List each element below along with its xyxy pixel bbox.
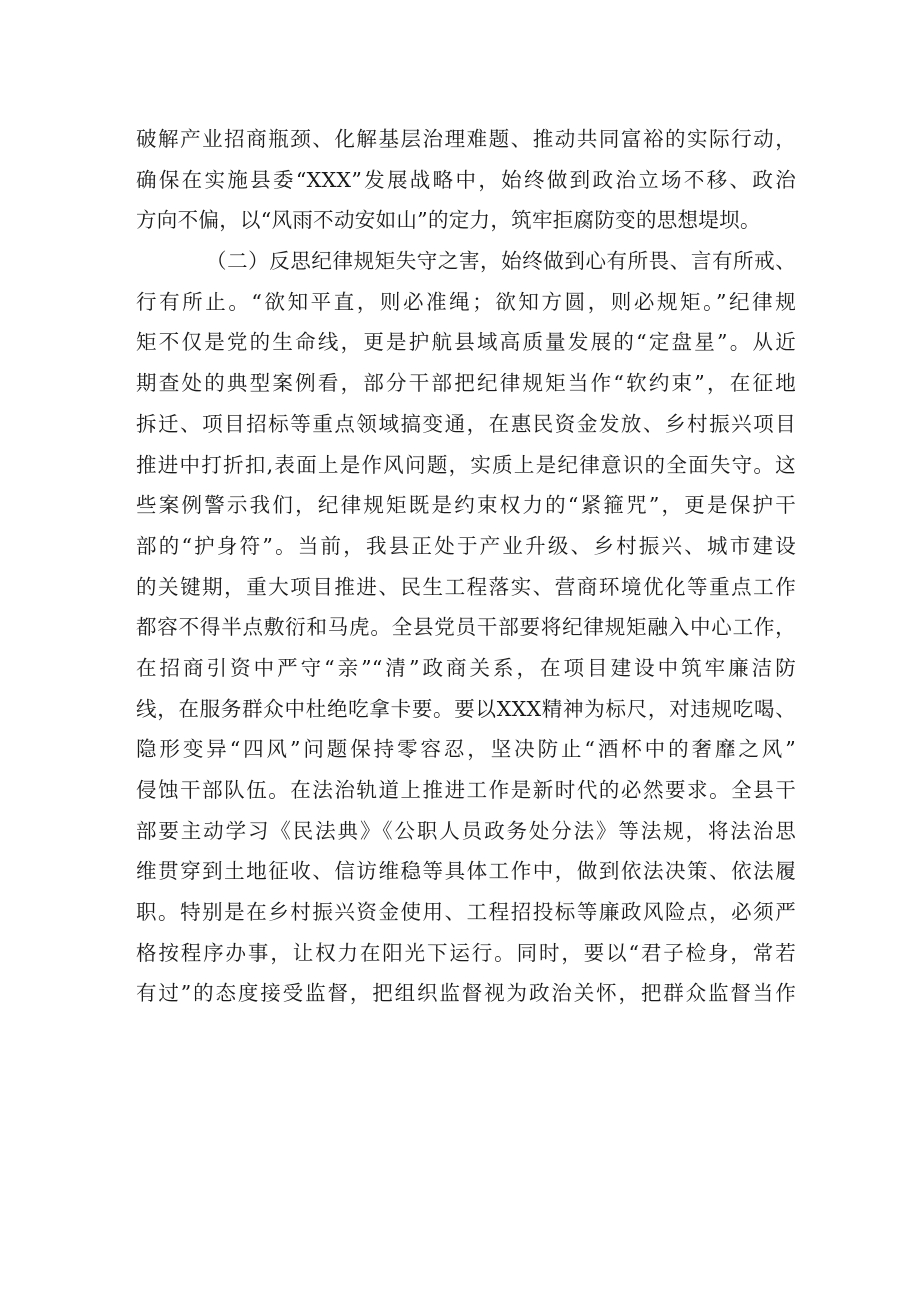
text-line: 隐形变异“四风”问题保持零容忍，坚决防止“酒杯中的奢靡之风” [136, 737, 796, 762]
text-line: 破解产业招商瓶颈、化解基层治理难题、推动共同富裕的实际行动， [136, 127, 796, 151]
text-line: 些案例警示我们，纪律规矩既是约束权力的“紧箍咒”，更是保护干 [136, 493, 796, 518]
text-line: 推进中打折扣,表面上是作风问题，实质上是纪律意识的全面失守。这 [136, 452, 796, 477]
text-line: 线，在服务群众中杜绝吃拿卡要。要以XXX精神为标尺，对违规吃喝、 [136, 696, 796, 721]
text-line: 行有所止。“欲知平直，则必准绳；欲知方圆，则必规矩。”纪律规 [136, 289, 796, 314]
text-line: 职。特别是在乡村振兴资金使用、工程招投标等廉政风险点，必须严 [136, 900, 796, 925]
text-line: 矩不仅是党的生命线，更是护航县域高质量发展的“定盘星”。从近 [136, 330, 796, 355]
text-line: 部的“护身符”。当前，我县正处于产业升级、乡村振兴、城市建设 [136, 533, 796, 558]
text-line: 有过”的态度接受监督，把组织监督视为政治关怀，把群众监督当作 [136, 981, 796, 1006]
text-line: 的关键期，重大项目推进、民生工程落实、营商环境优化等重点工作 [136, 574, 796, 599]
text-line: 格按程序办事，让权力在阳光下运行。同时，要以“君子检身，常若 [136, 940, 796, 965]
text-line: 都容不得半点敷衍和马虎。全县党员干部要将纪律规矩融入中心工作， [136, 615, 796, 640]
text-line: 方向不偏，以“风雨不动安如山”的定力，筑牢拒腐防变的思想堤坝。 [136, 208, 761, 233]
text-line: 维贯穿到土地征收、信访维稳等具体工作中，做到依法决策、依法履 [136, 859, 796, 884]
body-text [136, 119, 796, 1014]
text-line: 确保在实施县委“XXX”发展战略中，始终做到政治立场不移、政治 [136, 167, 796, 192]
text-line: 侵蚀干部队伍。在法治轨道上推进工作是新时代的必然要求。全县干 [136, 778, 796, 802]
text-line: 部要主动学习《民法典》《公职人员政务处分法》等法规，将法治思 [136, 818, 796, 843]
text-line: 期查处的典型案例看，部分干部把纪律规矩当作“软约束”，在征地 [136, 371, 796, 396]
text-line: 拆迁、项目招标等重点领域搞变通，在惠民资金发放、乡村振兴项目 [136, 411, 796, 436]
text-line: 在招商引资中严守“亲”“清”政商关系，在项目建设中筑牢廉洁防 [136, 655, 796, 680]
section-heading-line: （二）反思纪律规矩失守之害，始终做到心有所畏、言有所戒、 [206, 249, 796, 274]
